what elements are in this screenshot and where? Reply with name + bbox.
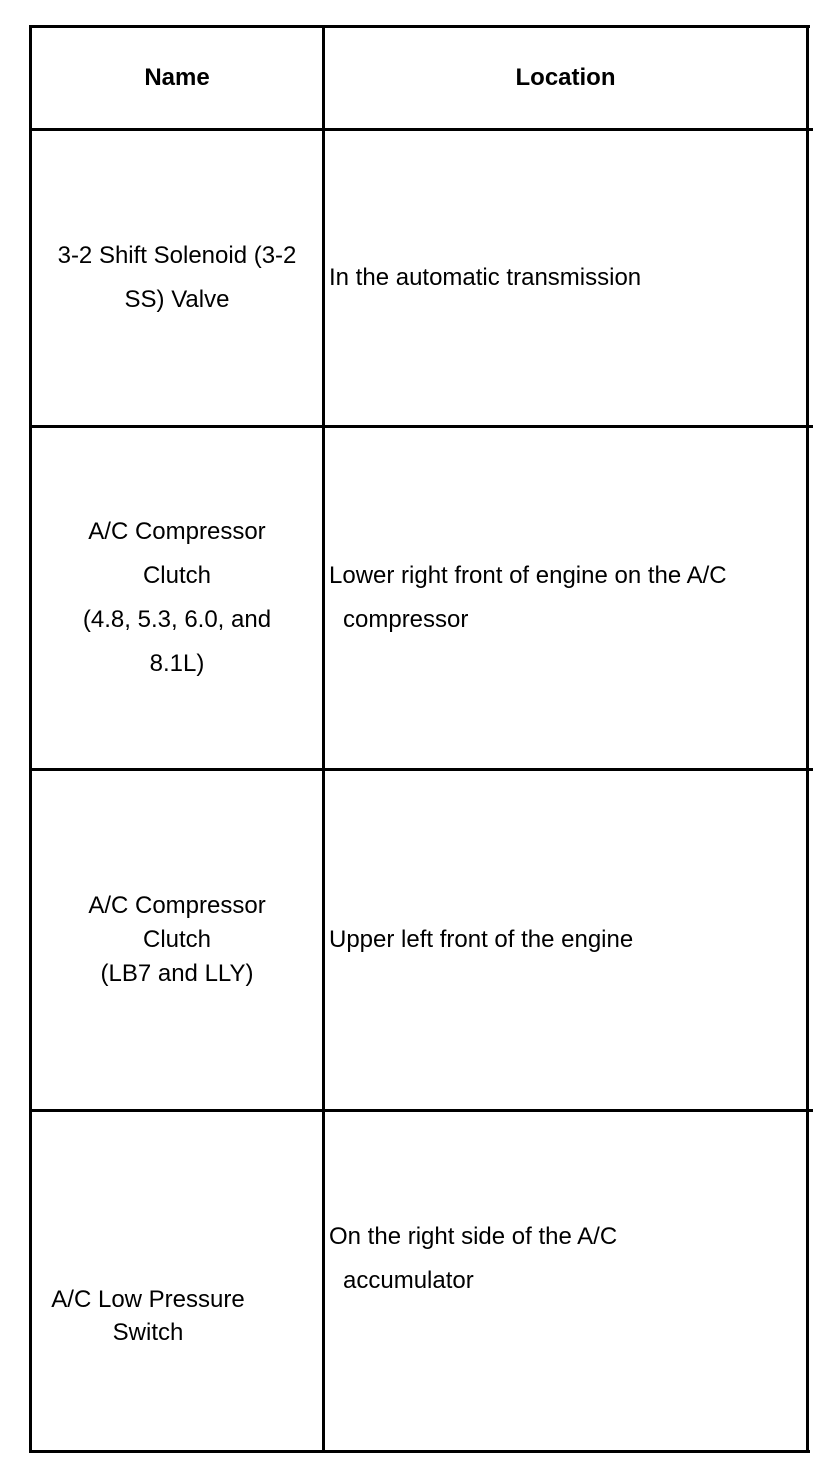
cell-text [32, 1283, 264, 1349]
row-3-location-line-1: Upper left front of the engine [329, 926, 634, 953]
row-1-name-line-1: 3-2 Shift Solenoid (3-2 [57, 242, 297, 269]
row-4-name-line-1: A/C Low Pressure [51, 1286, 245, 1313]
header-location: Location [515, 64, 616, 91]
row-1-name [32, 131, 322, 425]
row-3-name-line-3: (LB7 and LLY) [100, 960, 254, 987]
row-3-name-line-2: Clutch [142, 926, 212, 953]
row-4-location-line-2: accumulator [343, 1267, 474, 1294]
row-3-name [32, 771, 322, 1109]
row-2-name [32, 428, 322, 768]
row-4-location [325, 1112, 806, 1450]
row-4-location-line-1: On the right side of the A/C [329, 1223, 618, 1250]
row-3-location [325, 771, 806, 1109]
row-2-name-line-1: A/C Compressor [88, 518, 266, 545]
cell-text [88, 889, 265, 991]
row-1-name-line-2: SS) Valve [124, 286, 230, 313]
header-name: Name [144, 64, 210, 91]
row-4-name [32, 1112, 322, 1450]
component-location-table [29, 25, 810, 1453]
row-3-name-line-1: A/C Compressor [88, 892, 266, 919]
cell-text [83, 510, 271, 686]
row-2-name-line-2: Clutch [142, 562, 211, 589]
row-1-location-line-1: In the automatic transmission [329, 264, 642, 291]
row-2-name-line-4: 8.1L) [149, 650, 205, 677]
row-1-location [325, 131, 806, 425]
row-2-name-line-3: (4.8, 5.3, 6.0, and [82, 606, 272, 633]
table-border-right [806, 25, 809, 1453]
row-2-location-line-2: compressor [343, 606, 469, 633]
row-2-location-line-1: Lower right front of engine on the A/C [329, 562, 727, 589]
row-4-name-line-2: Switch [112, 1319, 184, 1346]
cell-text [329, 554, 727, 642]
cell-text [329, 1215, 617, 1303]
cell-text [329, 918, 633, 962]
cell-text [58, 234, 297, 322]
table-border-bottom [29, 1450, 810, 1453]
cell-text [329, 256, 641, 300]
row-2-location [325, 428, 806, 768]
